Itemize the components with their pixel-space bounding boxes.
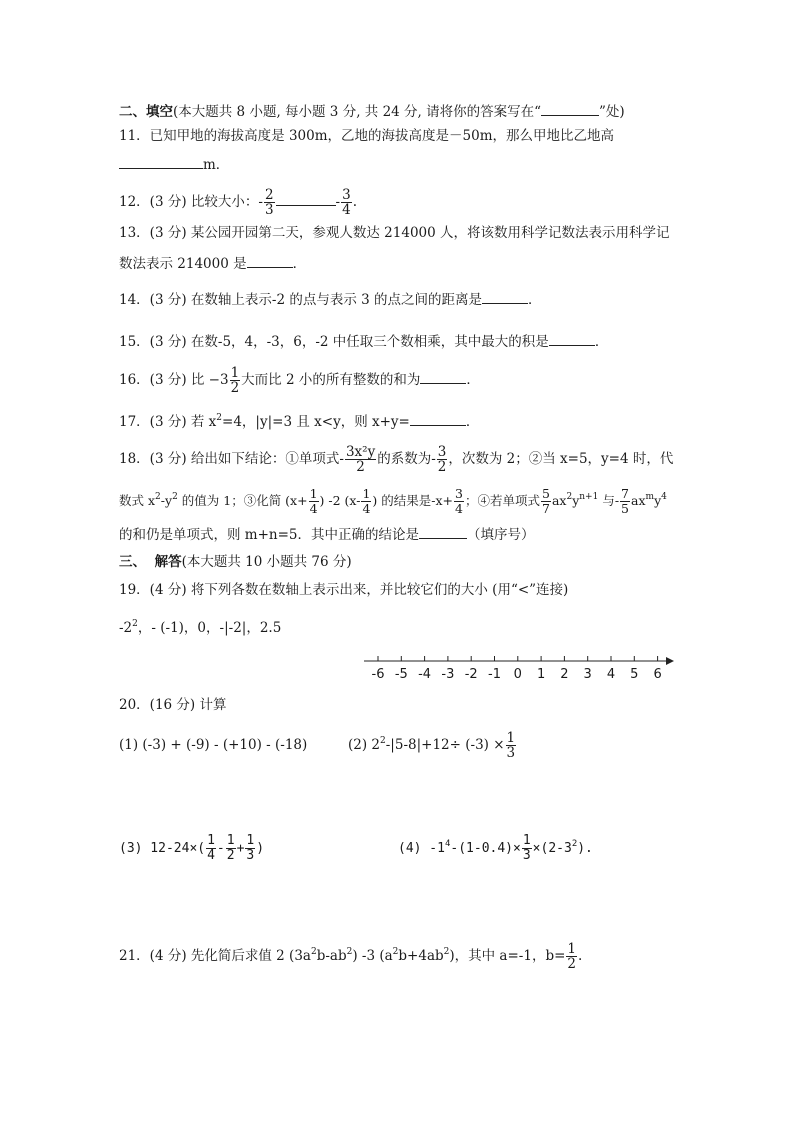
denominator: 2 xyxy=(356,459,365,475)
denominator: 2 xyxy=(230,380,240,396)
unit: m． xyxy=(203,157,230,173)
exponent: 4 xyxy=(661,492,667,502)
numerator: 1 xyxy=(522,833,531,848)
minus-sign: - xyxy=(335,194,341,210)
denominator: 4 xyxy=(455,501,463,516)
exponent: 2 xyxy=(392,947,399,957)
answer-blank xyxy=(549,332,595,346)
fraction xyxy=(206,834,216,863)
denominator: 3 xyxy=(522,848,531,863)
question-20-part4 xyxy=(398,834,593,863)
exponent: 2 xyxy=(346,947,353,957)
question-text: ax xyxy=(631,493,646,508)
question-text: （填序号） xyxy=(467,527,535,543)
section-title: 填空 xyxy=(146,104,173,120)
question-14 xyxy=(119,290,542,308)
section-instructions-end: ”处) xyxy=(599,104,625,120)
numerator: 1 xyxy=(309,486,318,501)
question-text: 20．(16 分) 计算 xyxy=(119,697,227,713)
question-text: y xyxy=(572,493,580,508)
question-15 xyxy=(119,332,608,350)
numerator: 5 xyxy=(542,486,550,501)
section-number: 三、 xyxy=(119,554,146,570)
numerator: 3 xyxy=(342,187,351,203)
period: . xyxy=(352,194,357,210)
numerator: 3 xyxy=(437,444,447,460)
exponent: 2 xyxy=(216,413,223,423)
number-line xyxy=(362,651,676,683)
numerator: 1 xyxy=(506,730,516,746)
denominator: 2 xyxy=(567,956,576,972)
exponent: 2 xyxy=(380,736,386,746)
number-line-tick-label: -3 xyxy=(441,667,455,682)
question-text: )，其中 a=-1，b= xyxy=(449,948,566,964)
period: ． xyxy=(594,334,609,350)
denominator: 3 xyxy=(264,202,274,218)
period: . xyxy=(578,948,583,964)
question-18 xyxy=(119,445,673,474)
expression: (4) -1 xyxy=(398,841,445,856)
denominator: 4 xyxy=(309,501,318,516)
question-text: 数法表示 214000 是 xyxy=(119,256,247,272)
expression: ). xyxy=(577,841,593,856)
fraction xyxy=(566,942,577,971)
fraction xyxy=(506,731,517,760)
question-text: ) -3 (a xyxy=(352,948,393,964)
fraction xyxy=(245,834,255,863)
question-text: b+4ab xyxy=(398,948,444,964)
question-12 xyxy=(119,188,357,217)
number-line-tick-label: -2 xyxy=(464,667,478,682)
denominator: 2 xyxy=(437,459,447,475)
exponent: m xyxy=(645,492,655,502)
expression: ) xyxy=(256,841,265,856)
numerator: 3x²y xyxy=(345,444,376,460)
section-3-heading xyxy=(119,554,352,570)
answer-blank xyxy=(119,155,203,169)
number-list: ，- (-1)，0，-|-2|，2.5 xyxy=(137,620,282,636)
minus-sign: - xyxy=(258,194,263,210)
question-13 xyxy=(119,225,670,241)
expression: (1) (-3) + (-9) - (+10) - (-18) xyxy=(119,737,308,753)
answer-blank xyxy=(247,254,293,268)
question-text: 大而比 2 小的所有整数的和为 xyxy=(241,372,421,388)
number-line-tick-label: 2 xyxy=(560,667,569,682)
numerator: 1 xyxy=(246,833,255,848)
question-text: 的系数为- xyxy=(377,451,436,467)
fraction xyxy=(522,834,532,863)
question-text: -y xyxy=(160,493,173,508)
fraction xyxy=(345,445,376,474)
denominator: 7 xyxy=(542,501,550,516)
fraction xyxy=(437,445,448,474)
question-text: b-ab xyxy=(316,948,347,964)
question-text: =4，|y|=3 且 x<y，则 x+y= xyxy=(222,414,410,430)
number-line-tick-label: -4 xyxy=(418,667,432,682)
numerator: 3 xyxy=(455,486,463,501)
question-20-part2 xyxy=(348,731,517,760)
period: ． xyxy=(292,256,307,272)
expression: (3) 12-24×( xyxy=(119,841,206,856)
expression: -(1-0.4)× xyxy=(450,841,521,856)
number-line-tick-label: -6 xyxy=(371,667,385,682)
expression: ×(2-3 xyxy=(532,841,572,856)
answer-blank xyxy=(276,192,336,206)
question-text: 13．(3 分) 某公园开园第二天，参观人数达 214000 人，将该数用科学记数法表示用科学记 xyxy=(119,225,670,241)
question-19-numbers xyxy=(119,620,281,636)
fraction xyxy=(341,188,352,217)
numerator: 2 xyxy=(264,187,274,203)
number-line-tick-label: 0 xyxy=(513,667,522,682)
question-11 xyxy=(119,128,614,144)
answer-blank xyxy=(410,412,466,426)
question-text: 的值为 1；③化简 (x+ xyxy=(177,493,308,508)
question-text: 21．(4 分) 先化简后求值 2 (3a xyxy=(119,948,311,964)
number-line-tick-label: 1 xyxy=(536,667,546,682)
number-line-tick-label: -5 xyxy=(394,667,408,682)
exponent: 4 xyxy=(444,839,451,849)
number-line-tick-label: 5 xyxy=(630,667,639,682)
period: ． xyxy=(465,414,480,430)
number-list: -2 xyxy=(119,620,133,636)
denominator: 2 xyxy=(226,848,235,863)
denominator: 5 xyxy=(621,501,629,516)
section-instructions: (本大题共 8 小题, 每小题 3 分, 共 24 分, 请将你的答案写在“ xyxy=(173,104,542,120)
section-title: 解答 xyxy=(154,554,182,570)
denominator: 4 xyxy=(342,202,351,218)
exponent: 2 xyxy=(172,492,178,502)
question-text: ) -2 (x- xyxy=(319,493,361,508)
question-11-line2 xyxy=(119,155,229,173)
question-text: ax xyxy=(551,493,567,508)
expression: (2) 2 xyxy=(348,737,381,753)
exponent: 2 xyxy=(132,619,138,629)
question-text: 与- xyxy=(598,493,620,508)
number-line-tick-label: 6 xyxy=(653,667,662,682)
fraction xyxy=(361,487,371,516)
period: ． xyxy=(528,292,542,308)
numerator: 7 xyxy=(621,486,629,501)
question-text: 18．(3 分) 给出如下结论：①单项式- xyxy=(119,451,344,467)
number-line-arrow xyxy=(666,657,674,665)
question-20 xyxy=(119,697,226,713)
numerator: 1 xyxy=(362,486,371,501)
question-text: 16．(3 分) 比 −3 xyxy=(119,372,229,388)
denominator: 3 xyxy=(506,745,516,761)
question-text: 11．已知甲地的海拔高度是 300m，乙地的海拔高度是－50m，那么甲地比乙地高 xyxy=(119,128,615,144)
answer-blank xyxy=(420,370,466,384)
exponent: n+1 xyxy=(579,492,599,502)
number-line-tick-label: 3 xyxy=(583,667,592,682)
question-text: 12．(3 分) 比较大小： xyxy=(119,194,259,210)
fraction xyxy=(541,487,551,516)
exponent: 2 xyxy=(155,492,161,502)
number-line-tick-label: 4 xyxy=(606,667,616,682)
numerator: 1 xyxy=(207,833,215,848)
question-text: 15．(3 分) 在数-5，4，-3，6，-2 中任取三个数相乘，其中最大的积是 xyxy=(119,334,549,350)
question-text: 17．(3 分) 若 x xyxy=(119,414,217,430)
question-text: y xyxy=(654,493,662,508)
question-text: ；④若单项式 xyxy=(464,493,540,508)
answer-blank xyxy=(541,102,599,116)
question-text: 14．(3 分) 在数轴上表示-2 的点与表示 3 的点之间的距离是 xyxy=(119,292,482,308)
question-20-part1 xyxy=(119,737,307,753)
question-13-line2 xyxy=(119,254,306,272)
exponent: 2 xyxy=(566,492,573,502)
answer-blank xyxy=(419,525,467,539)
question-21 xyxy=(119,942,582,971)
numerator: 1 xyxy=(230,365,240,381)
numerator: 1 xyxy=(226,833,235,848)
answer-blank xyxy=(482,290,528,304)
denominator: 4 xyxy=(362,501,371,516)
question-text: ) 的结果是-x+ xyxy=(372,493,454,508)
exponent: 2 xyxy=(443,947,450,957)
denominator: 4 xyxy=(207,848,215,863)
question-text: ，次数为 2；②当 x=5，y=4 时，代 xyxy=(448,451,674,467)
operator: + xyxy=(236,841,245,856)
fraction xyxy=(226,834,236,863)
question-text: 数式 x xyxy=(119,493,156,508)
number-line-tick-label: -1 xyxy=(488,667,501,682)
question-19 xyxy=(119,582,568,598)
expression: -|5-8|+12÷ (-3) × xyxy=(385,737,505,753)
period: ． xyxy=(466,372,480,388)
question-18-line3 xyxy=(119,525,535,543)
section-2-heading xyxy=(119,102,625,120)
denominator: 3 xyxy=(246,848,255,863)
operator: - xyxy=(216,841,225,856)
numerator: 1 xyxy=(567,941,576,957)
question-20-part3 xyxy=(119,834,264,863)
question-16 xyxy=(119,366,480,395)
section-number: 二、 xyxy=(119,104,146,120)
question-17 xyxy=(119,412,479,430)
fraction xyxy=(264,188,275,217)
exponent: 2 xyxy=(310,947,317,957)
fraction xyxy=(309,487,319,516)
section-instructions: (本大题共 10 小题共 76 分) xyxy=(181,554,352,570)
fraction xyxy=(230,366,241,395)
question-text: 的和仍是单项式，则 m+n=5．其中正确的结论是 xyxy=(119,527,419,543)
question-text: 19．(4 分) 将下列各数在数轴上表示出来，并比较它们的大小 (用“<”连接) xyxy=(119,582,569,598)
fraction xyxy=(454,487,464,516)
question-18-line2 xyxy=(119,487,667,516)
exponent: 2 xyxy=(571,839,578,849)
fraction xyxy=(620,487,630,516)
